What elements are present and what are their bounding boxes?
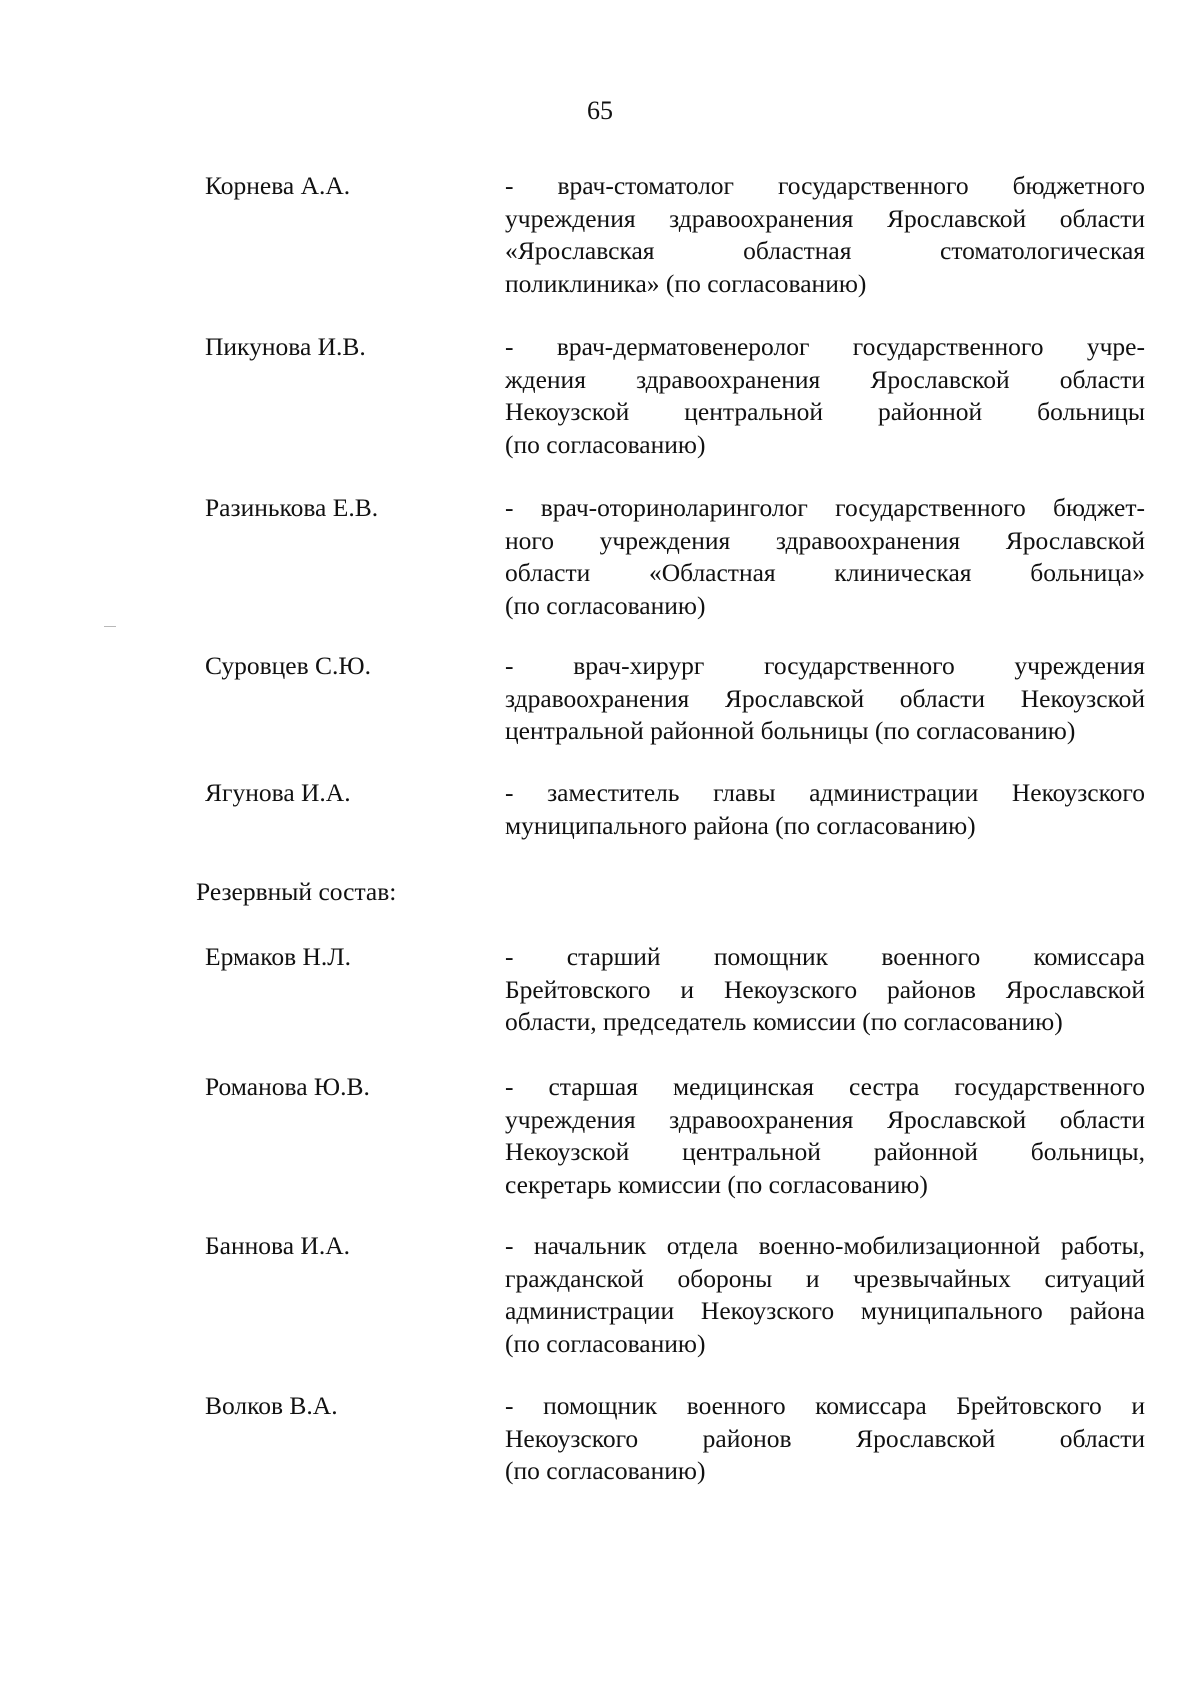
member-position [505, 170, 1145, 300]
position-line: области «Областная клиническая больница» [505, 558, 1145, 587]
position-line: - врач-оториноларинголог государственного бюджет- [505, 493, 1145, 522]
member-name: Баннова И.А. [205, 1231, 350, 1260]
reserve-heading: Резервный состав: [196, 877, 397, 906]
position-line: «Ярославская областная стоматологическая [505, 236, 1145, 265]
position-line: Брейтовского и Некоузского районов Ярославской [505, 974, 1145, 1004]
scan-artifact [104, 626, 116, 627]
position-line: администрации Некоузского муниципального района [505, 1296, 1145, 1325]
member-name: Ягунова И.А. [205, 778, 351, 807]
position-line: - заместитель главы администрации Некоузского [505, 778, 1145, 807]
member-name: Волков В.А. [205, 1391, 338, 1420]
position-line: - старший помощник военного комиссара [505, 942, 1145, 971]
position-line: Некоузской центральной районной больницы, [505, 1137, 1145, 1166]
position-line: Некоузского районов Ярославской области [505, 1423, 1145, 1453]
member-name: Разинькова Е.В. [205, 493, 379, 522]
position-line: учреждения здравоохранения Ярославской области [505, 203, 1145, 233]
member-name: Пикунова И.В. [205, 332, 366, 361]
position-line: области, председатель комиссии (по согласованию) [505, 1007, 1063, 1036]
position-line: - врач-дерматовенеролог государственного учре- [505, 332, 1145, 361]
position-line: ного учреждения здравоохранения Ярославской [505, 525, 1145, 555]
position-line: учреждения здравоохранения Ярославской области [505, 1104, 1145, 1134]
position-line: - врач-стоматолог государственного бюджетного [505, 171, 1145, 200]
position-line: - помощник военного комиссара Брейтовского и [505, 1391, 1145, 1420]
position-line: - врач-хирург государственного учреждения [505, 651, 1145, 680]
member-position [505, 1230, 1145, 1360]
position-line: (по согласованию) [505, 1328, 706, 1358]
member-position [505, 941, 1145, 1039]
member-name: Романова Ю.В. [205, 1072, 370, 1101]
member-position [505, 1390, 1145, 1488]
member-position [505, 777, 1145, 842]
member-name: Суровцев С.Ю. [205, 651, 372, 680]
position-line: (по согласованию) [505, 1456, 706, 1485]
position-line: Некоузской центральной районной больницы [505, 397, 1145, 426]
position-line: гражданской обороны и чрезвычайных ситуаций [505, 1263, 1145, 1293]
position-line: ждения здравоохранения Ярославской области [505, 364, 1145, 394]
position-line: (по согласованию) [505, 590, 706, 620]
position-line: (по согласованию) [505, 429, 706, 459]
position-line: - начальник отдела военно-мобилизационной работы, [505, 1231, 1145, 1260]
position-line: секретарь комиссии (по согласованию) [505, 1169, 928, 1199]
page-number: 65 [587, 96, 613, 125]
member-position [505, 650, 1145, 748]
member-name: Ермаков Н.Л. [205, 942, 351, 971]
position-line: поликлиника» (по согласованию) [505, 268, 867, 298]
position-line: здравоохранения Ярославской области Некоузской [505, 683, 1145, 713]
member-position [505, 331, 1145, 461]
position-line: муниципального района (по согласованию) [505, 810, 976, 840]
member-position [505, 1071, 1145, 1201]
member-position [505, 492, 1145, 622]
position-line: центральной районной больницы (по согласованию) [505, 716, 1076, 745]
position-line: - старшая медицинская сестра государственного [505, 1072, 1145, 1101]
member-name: Корнева А.А. [205, 171, 351, 200]
